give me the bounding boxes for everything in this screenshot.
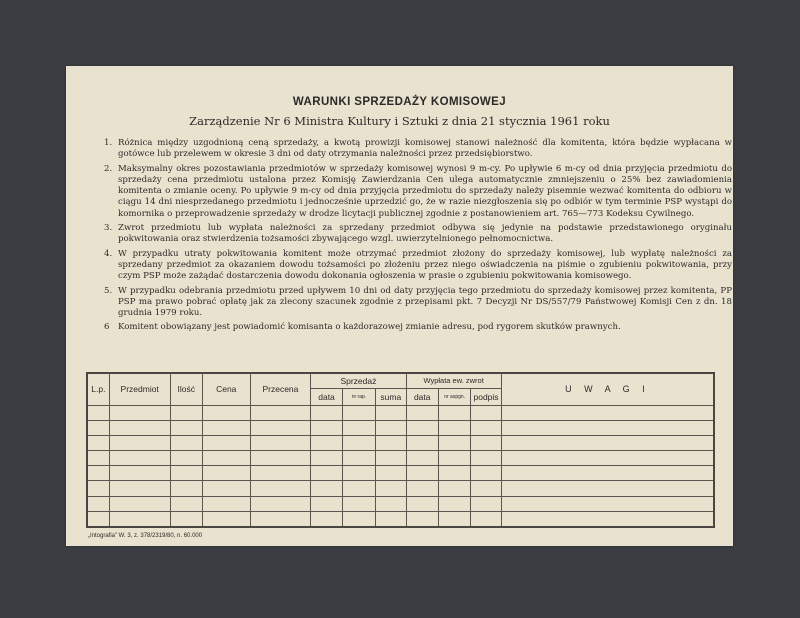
rule-text: Komitent obowiązany jest powiadomić komisanta o każdorazowej zmianie adresu, pod rygorem skutków prawnych.: [118, 322, 621, 333]
table-cell: [438, 435, 470, 450]
table-cell: [311, 405, 342, 420]
rule-number: 6: [104, 322, 110, 333]
table-cell: [87, 405, 109, 420]
table-cell: [501, 466, 714, 481]
rule-item: [104, 249, 732, 283]
table-cell: [471, 481, 501, 496]
table-cell: [438, 405, 470, 420]
table-cell: [342, 405, 375, 420]
table-cell: [311, 451, 342, 466]
table-cell: [406, 405, 438, 420]
table-cell: [202, 511, 250, 527]
table-row: [87, 405, 714, 420]
rule-item: [104, 223, 732, 246]
table-cell: [250, 420, 311, 435]
rule-text: Maksymalny okres pozostawiania przedmiotów w sprzedaży komisowej wynosi 9 m-cy. Po upływie 6 m-cy od dnia przyjęcia przedmiotu do sprzedaży cena przedmiotu ustalona przez Komisję Zawierdzania Cen ulega automatycznie zmniejszeniu o 25% bez zawiadomienia komitenta o zmianie oceny. Po upływie 9 m-cy od dnia przyjęcia przedmiotu do sprzedaży należy pisemnie wezwać komitenta do odbioru w ciągu 14 dni niesprzedanego przedmiotu i jednocześnie uprzedzić go, że w razie niezgłoszenia się po odbiór w tym terminie PSP wystąpi do komornika o przeprowadzenie sprzedaży w drodze licytacji publicznej zgodnie z postanowieniem art. 765—773 Kodeksu Cywilnego.: [118, 163, 732, 219]
header-wyplata-nr: nr aspgn.: [438, 388, 470, 405]
rule-number: 5.: [104, 285, 113, 296]
table-cell: [170, 435, 202, 450]
rule-item: [104, 138, 732, 161]
header-sprzedaz-data: data: [311, 388, 342, 405]
table-row: [87, 435, 714, 450]
table-cell: [406, 420, 438, 435]
rule-item: [104, 286, 732, 320]
rule-number: 1.: [104, 138, 113, 148]
table-cell: [471, 496, 501, 511]
table-cell: [438, 481, 470, 496]
table-cell: [170, 451, 202, 466]
table-cell: [342, 451, 375, 466]
table-cell: [471, 451, 501, 466]
table-cell: [376, 481, 406, 496]
table-cell: [202, 466, 250, 481]
rules-list: [104, 138, 732, 337]
table-cell: [87, 420, 109, 435]
table-cell: [109, 405, 170, 420]
header-ilosc: Ilość: [170, 373, 202, 405]
table-cell: [342, 466, 375, 481]
table-cell: [109, 420, 170, 435]
table-cell: [87, 435, 109, 450]
header-wyplata: Wypłata ew. zwrot: [406, 373, 501, 388]
table-cell: [311, 481, 342, 496]
table-row: [87, 466, 714, 481]
table-cell: [109, 451, 170, 466]
document-subtitle: Zarządzenie Nr 6 Ministra Kultury i Sztuki z dnia 21 stycznia 1961 roku: [189, 114, 610, 128]
table-cell: [501, 451, 714, 466]
table-cell: [471, 435, 501, 450]
table-cell: [202, 405, 250, 420]
header-lp: L.p.: [87, 373, 109, 405]
table-cell: [109, 481, 170, 496]
table-cell: [202, 420, 250, 435]
rule-text: Zwrot przedmiotu lub wypłata należności za sprzedany przedmiot odbywa się jedynie na podstawie przedstawionego oryginału pokwitowania oraz stwierdzenia tożsamości zbywającego wzgl. uwierzytelnionego pełnomocnictwa.: [118, 223, 732, 245]
document-title: WARUNKI SPRZEDAŻY KOMISOWEJ: [292, 96, 507, 108]
rule-item: [104, 164, 732, 220]
printer-imprint: „Intografia” W. 3, z. 378/2319/80, n. 60.000: [88, 533, 203, 539]
table-cell: [170, 405, 202, 420]
table-cell: [202, 451, 250, 466]
table-cell: [342, 496, 375, 511]
table-cell: [471, 405, 501, 420]
table-cell: [170, 496, 202, 511]
header-uwagi: U W A G I: [501, 373, 714, 405]
table-cell: [87, 511, 109, 527]
table-cell: [250, 405, 311, 420]
rule-number: 3.: [104, 223, 113, 234]
table-cell: [202, 481, 250, 496]
table-cell: [311, 466, 342, 481]
table-cell: [170, 466, 202, 481]
table-cell: [501, 481, 714, 496]
table-cell: [250, 435, 311, 450]
header-wyplata-podpis: podpis: [471, 388, 501, 405]
table-cell: [311, 511, 342, 527]
table-cell: [501, 511, 714, 527]
table-cell: [109, 496, 170, 511]
rule-text: W przypadku utraty pokwitowania komitent może otrzymać przedmiot złożony do sprzedaży komisowej, lub wypłatę należności za sprzedany przedmiot za okazaniem dowodu tożsamości po złożeniu przez niego oświadczenia na piśmie o zgubieniu pokwitowania, przy czym PSP może zażądać dostarczenia dowodu dokonania ogłoszenia w prasie o zgubieniu pokwitowania komisowego.: [118, 248, 732, 282]
table-cell: [501, 435, 714, 450]
table-cell: [250, 466, 311, 481]
table-cell: [109, 511, 170, 527]
rule-text: W przypadku odebrania przedmiotu przed upływem 10 dni od daty przyjęcia tego przedmiotu do sprzedaży komisowej przez komitenta, PP PSP ma prawo pobrać opłatę jak za zlecony szacunek zgodnie z przepisami pkt. 7 Decyzji Nr DS/557/79 Państwowej Komisji Cen z dn. 18 grudnia 1979 roku.: [118, 285, 732, 319]
table-cell: [438, 466, 470, 481]
table-cell: [311, 496, 342, 511]
table-cell: [501, 420, 714, 435]
rule-item: [104, 322, 732, 333]
table-cell: [376, 496, 406, 511]
table-cell: [501, 496, 714, 511]
table-cell: [438, 511, 470, 527]
table-cell: [406, 511, 438, 527]
table-cell: [311, 435, 342, 450]
table-cell: [87, 481, 109, 496]
rule-text: Różnica między uzgodnioną ceną sprzedaży, a kwotą prowizji komisowej stanowi należność dla komitenta, która będzie wypłacana w gotówce lub przelewem w okresie 3 dni od daty otrzymania należności przez przedsiębiorstwo.: [118, 138, 732, 160]
table-row: [87, 496, 714, 511]
table-cell: [376, 511, 406, 527]
table-row: [87, 420, 714, 435]
table-cell: [170, 420, 202, 435]
table-cell: [438, 451, 470, 466]
table-cell: [202, 496, 250, 511]
header-przedmiot: Przedmiot: [109, 373, 170, 405]
table-cell: [406, 451, 438, 466]
table-cell: [109, 435, 170, 450]
table-cell: [471, 466, 501, 481]
table-cell: [87, 466, 109, 481]
table-cell: [170, 481, 202, 496]
table-cell: [406, 466, 438, 481]
form-sheet: [66, 66, 733, 546]
header-sprzedaz-nr: nr rap.: [342, 388, 375, 405]
table-cell: [406, 435, 438, 450]
table-cell: [250, 451, 311, 466]
table-cell: [342, 435, 375, 450]
table-cell: [501, 405, 714, 420]
table-cell: [438, 496, 470, 511]
rule-number: 4.: [104, 248, 113, 259]
table-cell: [471, 511, 501, 527]
table-cell: [250, 496, 311, 511]
table-cell: [376, 435, 406, 450]
table-cell: [202, 435, 250, 450]
table-cell: [87, 496, 109, 511]
table-cell: [250, 481, 311, 496]
header-sprzedaz: Sprzedaż: [311, 373, 406, 388]
table-cell: [342, 481, 375, 496]
table-cell: [342, 511, 375, 527]
table-cell: [406, 496, 438, 511]
header-cena: Cena: [202, 373, 250, 405]
table-row: [87, 511, 714, 527]
table-cell: [406, 481, 438, 496]
table-cell: [250, 511, 311, 527]
table-row: [87, 481, 714, 496]
table-cell: [376, 405, 406, 420]
table-cell: [311, 420, 342, 435]
table-cell: [376, 466, 406, 481]
table-cell: [471, 420, 501, 435]
header-wyplata-data: data: [406, 388, 438, 405]
table-row: [87, 451, 714, 466]
table-cell: [109, 466, 170, 481]
header-sprzedaz-suma: suma: [376, 388, 406, 405]
rule-number: 2.: [104, 163, 113, 174]
header-przecena: Przecena: [250, 373, 311, 405]
table-cell: [438, 420, 470, 435]
table-cell: [170, 511, 202, 527]
table-cell: [87, 451, 109, 466]
items-table: [86, 372, 715, 528]
table-cell: [376, 451, 406, 466]
table-cell: [342, 420, 375, 435]
table-cell: [376, 420, 406, 435]
